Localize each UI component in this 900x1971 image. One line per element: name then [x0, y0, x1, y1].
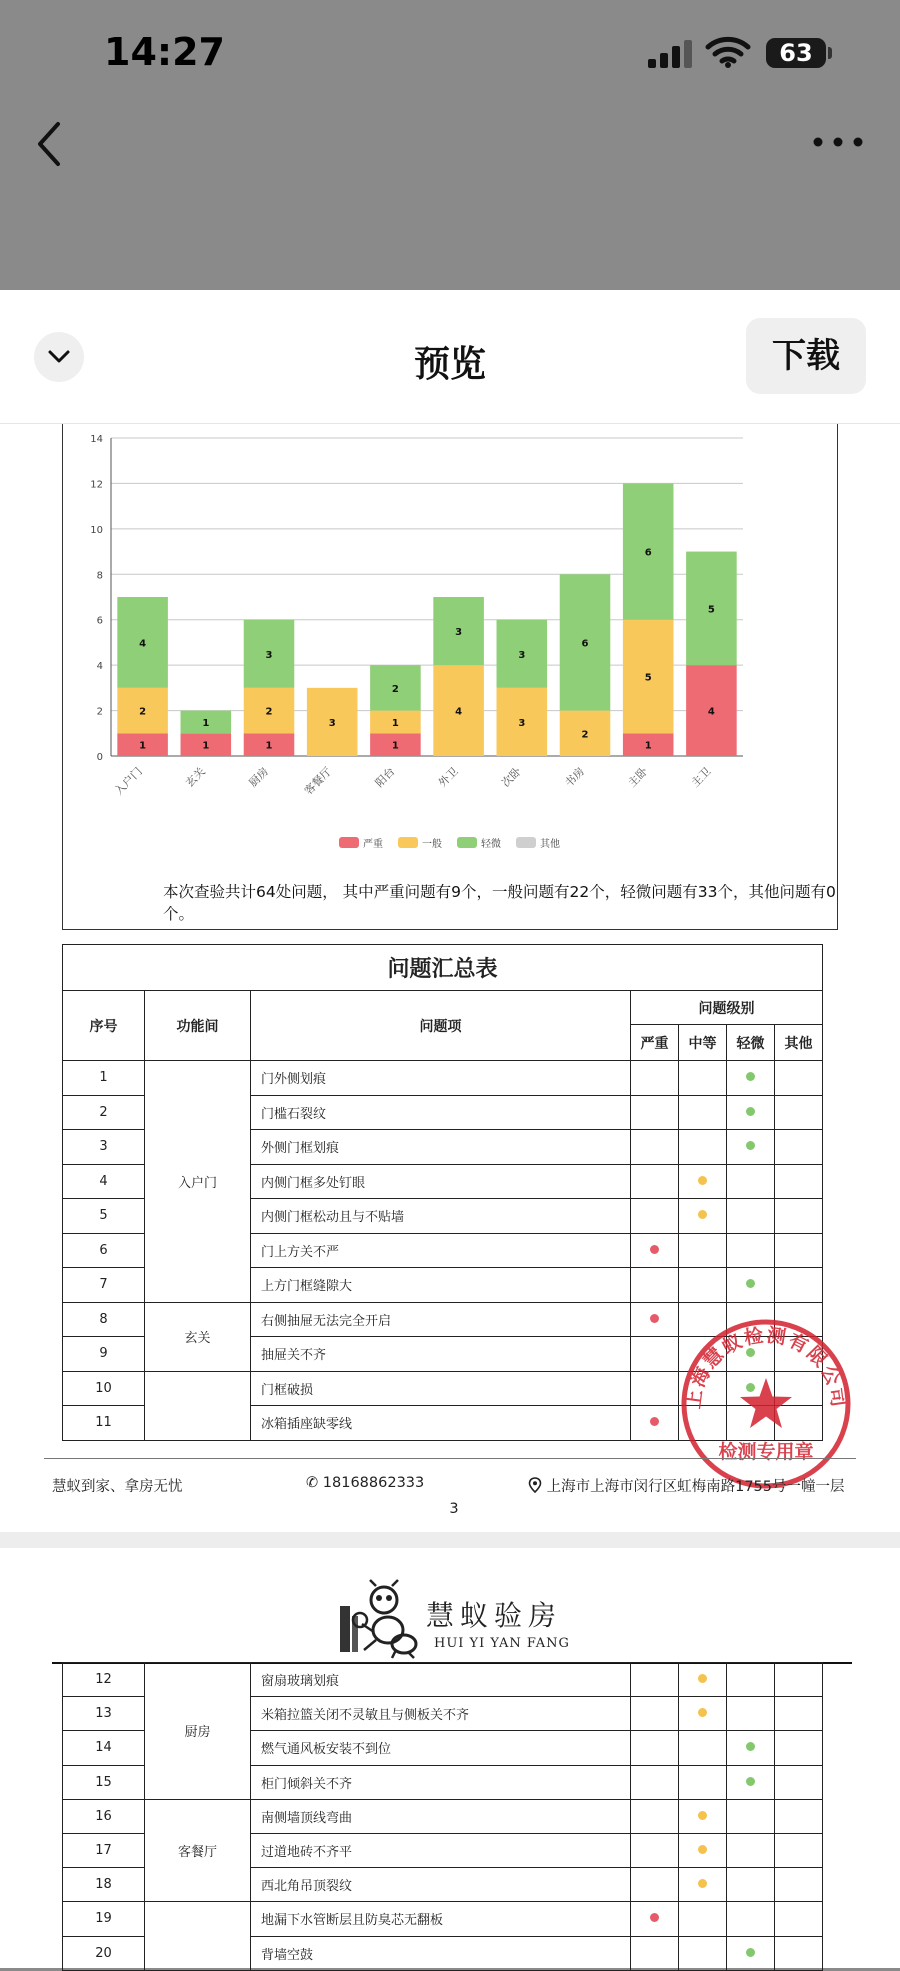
issue-item: 内侧门框多处钉眼: [251, 1164, 631, 1199]
row-number: 19: [63, 1902, 145, 1936]
row-number: 13: [63, 1697, 145, 1731]
row-number: 2: [63, 1095, 145, 1130]
level-cell-minor: [727, 1095, 775, 1130]
medium-level-dot: [698, 1674, 707, 1683]
level-cell-other: [775, 1799, 823, 1833]
page-gap: [0, 1532, 900, 1548]
col-header-level: 问题级别: [631, 991, 823, 1025]
level-cell-other: [775, 1731, 823, 1765]
level-cell-severe: [631, 1799, 679, 1833]
legend-label: 严重: [363, 839, 383, 850]
page-number: 3: [449, 1501, 459, 1517]
issue-item: 窗扇玻璃划痕: [251, 1663, 631, 1697]
sheet-title: 预览: [413, 344, 486, 385]
level-cell-other: [775, 1697, 823, 1731]
severe-level-dot: [650, 1417, 659, 1426]
location-pin-icon: [528, 1477, 542, 1493]
severe-level-dot: [650, 1314, 659, 1323]
room-cell: 厨房: [145, 1663, 251, 1800]
summary-text: 本次查验共计64处问题， 其中严重问题有9个，一般问题有22个，轻微问题有33个，其他问题有0个。: [163, 883, 836, 923]
level-cell-other: [775, 1199, 823, 1234]
level-cell-minor: [727, 1697, 775, 1731]
minor-level-dot: [746, 1107, 755, 1116]
x-tick-label: 厨房: [246, 764, 272, 790]
issue-summary-table-continued: [62, 1662, 823, 1971]
x-tick-label: 玄关: [183, 764, 208, 790]
level-cell-other: [775, 1765, 823, 1799]
level-cell-minor: [727, 1868, 775, 1902]
level-cell-medium: [679, 1199, 727, 1234]
medium-level-dot: [698, 1845, 707, 1854]
back-arrow-icon[interactable]: [30, 118, 70, 170]
level-cell-medium: [679, 1663, 727, 1697]
level-cell-severe: [631, 1095, 679, 1130]
col-header-no: 序号: [63, 991, 145, 1061]
level-cell-minor: [727, 1902, 775, 1936]
seal-bottom-text: 检测专用章: [718, 1441, 814, 1463]
level-cell-minor: [727, 1061, 775, 1096]
legend-swatch: [339, 837, 359, 848]
y-tick-label: 2: [96, 706, 103, 718]
level-cell-other: [775, 1164, 823, 1199]
y-tick-label: 10: [90, 524, 103, 536]
bar-value-label: 2: [581, 729, 589, 741]
row-number: 6: [63, 1233, 145, 1268]
minor-level-dot: [746, 1072, 755, 1081]
battery-icon: 63: [766, 38, 826, 68]
level-cell-medium: [679, 1130, 727, 1165]
issue-item: 内侧门框松动且与不贴墙: [251, 1199, 631, 1234]
room-cell: [145, 1371, 251, 1440]
level-cell-severe: [631, 1868, 679, 1902]
row-number: 11: [63, 1406, 145, 1441]
level-cell-minor: [727, 1765, 775, 1799]
row-number: 1: [63, 1061, 145, 1096]
level-cell-severe: [631, 1936, 679, 1970]
level-cell-severe: [631, 1130, 679, 1165]
report-page-3: [0, 424, 900, 1532]
level-cell-minor: [727, 1233, 775, 1268]
level-cell-severe: [631, 1663, 679, 1697]
status-time: 14:27: [104, 30, 225, 74]
bar-value-label: 1: [202, 740, 210, 752]
row-number: 4: [63, 1164, 145, 1199]
minor-level-dot: [746, 1742, 755, 1751]
bar-value-label: 5: [644, 672, 652, 684]
col-header-item: 问题项: [251, 991, 631, 1061]
y-tick-label: 8: [96, 570, 103, 582]
level-cell-severe: [631, 1164, 679, 1199]
x-tick-label: 外卫: [435, 764, 461, 790]
col-header-other: 其他: [775, 1025, 823, 1061]
battery-tip: [828, 47, 832, 59]
level-cell-severe: [631, 1199, 679, 1234]
level-cell-other: [775, 1663, 823, 1697]
room-cell: [145, 1902, 251, 1970]
footer-phone: [306, 1475, 424, 1491]
issue-item: 冰箱插座缺零线: [251, 1406, 631, 1441]
bar-value-label: 1: [644, 740, 652, 752]
table-row: [63, 1663, 823, 1697]
col-header-room: 功能间: [145, 991, 251, 1061]
issue-item: 燃气通风板安装不到位: [251, 1731, 631, 1765]
medium-level-dot: [698, 1879, 707, 1888]
level-cell-medium: [679, 1902, 727, 1936]
medium-level-dot: [698, 1176, 707, 1185]
minor-level-dot: [746, 1948, 755, 1957]
bar-value-label: 6: [644, 547, 652, 559]
level-cell-severe: [631, 1337, 679, 1372]
severe-level-dot: [650, 1245, 659, 1254]
row-number: 12: [63, 1663, 145, 1697]
issue-item: 上方门框缝隙大: [251, 1268, 631, 1303]
legend-label: 轻微: [481, 839, 501, 850]
row-number: 5: [63, 1199, 145, 1234]
bar-value-label: 3: [265, 649, 273, 661]
level-cell-minor: [727, 1936, 775, 1970]
row-number: 15: [63, 1765, 145, 1799]
legend-swatch: [516, 837, 536, 848]
bar-value-label: 3: [518, 649, 526, 661]
severe-level-dot: [650, 1913, 659, 1922]
bar-value-label: 4: [455, 706, 463, 718]
minor-level-dot: [746, 1279, 755, 1288]
y-tick-label: 6: [96, 615, 103, 627]
level-cell-other: [775, 1233, 823, 1268]
x-tick-label: 次卧: [499, 764, 524, 790]
issue-item: 柜门倾斜关不齐: [251, 1765, 631, 1799]
issue-item: 外侧门框划痕: [251, 1130, 631, 1165]
issue-item: 南侧墙顶线弯曲: [251, 1799, 631, 1833]
bar-value-label: 3: [518, 717, 526, 729]
level-cell-medium: [679, 1268, 727, 1303]
legend-swatch: [398, 837, 418, 848]
legend-label: 其他: [540, 839, 560, 850]
level-cell-medium: [679, 1833, 727, 1867]
level-cell-minor: [727, 1199, 775, 1234]
minor-level-dot: [746, 1141, 755, 1150]
table-row: [63, 1799, 823, 1833]
footer-slogan: 慧蚁到家、拿房无忧: [52, 1479, 183, 1495]
footer-address-text: 上海市上海市闵行区虹梅南路1755号一幢一层: [546, 1479, 845, 1495]
row-number: 10: [63, 1371, 145, 1406]
legend-label: 一般: [422, 839, 442, 850]
y-tick-label: 4: [96, 661, 103, 673]
logo-pinyin: HUI YI YAN FANG: [434, 1636, 570, 1651]
row-number: 17: [63, 1833, 145, 1867]
level-cell-severe: [631, 1406, 679, 1441]
level-cell-severe: [631, 1697, 679, 1731]
col-header-severe: 严重: [631, 1025, 679, 1061]
footer-address: [528, 1475, 845, 1496]
ant-mascot-icon: [334, 1580, 420, 1660]
bar-value-label: 1: [265, 740, 273, 752]
cellular-signal-icon: [648, 40, 692, 68]
bar-value-label: 3: [328, 717, 336, 729]
bar-value-label: 1: [391, 740, 399, 752]
issue-item: 抽屉关不齐: [251, 1337, 631, 1372]
level-cell-medium: [679, 1233, 727, 1268]
medium-level-dot: [698, 1708, 707, 1717]
room-cell: 客餐厅: [145, 1799, 251, 1902]
level-cell-medium: [679, 1095, 727, 1130]
row-number: 3: [63, 1130, 145, 1165]
row-number: 16: [63, 1799, 145, 1833]
row-number: 9: [63, 1337, 145, 1372]
issue-bar-chart: [63, 424, 839, 864]
level-cell-other: [775, 1130, 823, 1165]
level-cell-minor: [727, 1130, 775, 1165]
room-cell: 入户门: [145, 1061, 251, 1303]
bar-value-label: 2: [391, 683, 399, 695]
footer-phone-number: 18168862333: [322, 1475, 425, 1491]
level-cell-medium: [679, 1164, 727, 1199]
level-cell-medium: [679, 1936, 727, 1970]
bar-value-label: 2: [139, 706, 147, 718]
bar-value-label: 6: [581, 638, 589, 650]
level-cell-other: [775, 1936, 823, 1970]
level-cell-other: [775, 1095, 823, 1130]
issue-item: 背墙空鼓: [251, 1936, 631, 1970]
bar-value-label: 3: [455, 627, 463, 639]
download-button[interactable]: 下载: [746, 318, 866, 394]
level-cell-other: [775, 1268, 823, 1303]
level-cell-other: [775, 1833, 823, 1867]
issue-item: 米箱拉篮关闭不灵敏且与侧板关不齐: [251, 1697, 631, 1731]
col-header-minor: 轻微: [727, 1025, 775, 1061]
more-options-icon[interactable]: [812, 130, 864, 154]
level-cell-severe: [631, 1765, 679, 1799]
y-tick-label: 12: [90, 479, 103, 491]
level-cell-medium: [679, 1765, 727, 1799]
x-tick-label: 书房: [562, 764, 588, 790]
level-cell-minor: [727, 1268, 775, 1303]
company-seal: [680, 1318, 852, 1490]
legend-swatch: [457, 837, 477, 848]
row-number: 14: [63, 1731, 145, 1765]
issue-item: 门框破损: [251, 1371, 631, 1406]
level-cell-minor: [727, 1663, 775, 1697]
level-cell-other: [775, 1902, 823, 1936]
bar-value-label: 2: [265, 706, 273, 718]
level-cell-medium: [679, 1061, 727, 1096]
medium-level-dot: [698, 1210, 707, 1219]
x-tick-label: 入户门: [112, 764, 145, 798]
level-cell-severe: [631, 1268, 679, 1303]
issue-item: 门上方关不严: [251, 1233, 631, 1268]
level-cell-minor: [727, 1731, 775, 1765]
logo-name: 慧蚁验房: [426, 1599, 563, 1632]
status-bar: [0, 0, 900, 110]
x-tick-label: 主卫: [688, 764, 714, 790]
minor-level-dot: [746, 1777, 755, 1786]
bar-value-label: 1: [139, 740, 147, 752]
table-row: [63, 1061, 823, 1096]
level-cell-medium: [679, 1868, 727, 1902]
preview-sheet: [0, 290, 900, 1963]
sheet-header: [0, 290, 900, 424]
level-cell-severe: [631, 1371, 679, 1406]
col-header-medium: 中等: [679, 1025, 727, 1061]
bar-value-label: 1: [202, 717, 210, 729]
issue-item: 过道地砖不齐平: [251, 1833, 631, 1867]
level-cell-medium: [679, 1731, 727, 1765]
issue-item: 地漏下水管断层且防臭芯无翻板: [251, 1902, 631, 1936]
bar-value-label: 4: [707, 706, 715, 718]
issue-item: 门槛石裂纹: [251, 1095, 631, 1130]
wifi-icon: [706, 36, 750, 68]
level-cell-severe: [631, 1902, 679, 1936]
report-page-4: [0, 1548, 900, 1968]
table-title: 问题汇总表: [63, 945, 823, 991]
y-tick-label: 14: [90, 434, 103, 445]
row-number: 8: [63, 1302, 145, 1337]
y-tick-label: 0: [96, 752, 103, 763]
level-cell-other: [775, 1868, 823, 1902]
level-cell-severe: [631, 1233, 679, 1268]
phone-icon: ✆: [306, 1475, 319, 1491]
level-cell-minor: [727, 1799, 775, 1833]
level-cell-severe: [631, 1731, 679, 1765]
chart-frame: [62, 424, 838, 930]
bar-value-label: 1: [391, 717, 399, 729]
table-row: [63, 1902, 823, 1936]
issue-item: 右侧抽屉无法完全开启: [251, 1302, 631, 1337]
page-footer: [44, 1458, 856, 1517]
level-cell-severe: [631, 1833, 679, 1867]
row-number: 7: [63, 1268, 145, 1303]
level-cell-severe: [631, 1061, 679, 1096]
svg-text:上海慧蚁检测有限公司: 上海慧蚁检测有限公司: [682, 1324, 850, 1411]
level-cell-medium: [679, 1799, 727, 1833]
row-number: 20: [63, 1936, 145, 1970]
brand-logo: [334, 1580, 594, 1660]
medium-level-dot: [698, 1811, 707, 1820]
level-cell-medium: [679, 1697, 727, 1731]
level-cell-other: [775, 1061, 823, 1096]
issue-item: 西北角吊顶裂纹: [251, 1868, 631, 1902]
level-cell-severe: [631, 1302, 679, 1337]
level-cell-minor: [727, 1833, 775, 1867]
x-tick-label: 阳台: [372, 764, 398, 790]
bar-value-label: 5: [707, 604, 715, 616]
x-tick-label: 主卧: [625, 764, 651, 790]
x-tick-label: 客餐厅: [301, 764, 335, 798]
bar-value-label: 4: [139, 638, 147, 650]
issue-item: 门外侧划痕: [251, 1061, 631, 1096]
room-cell: 玄关: [145, 1302, 251, 1371]
row-number: 18: [63, 1868, 145, 1902]
level-cell-minor: [727, 1164, 775, 1199]
